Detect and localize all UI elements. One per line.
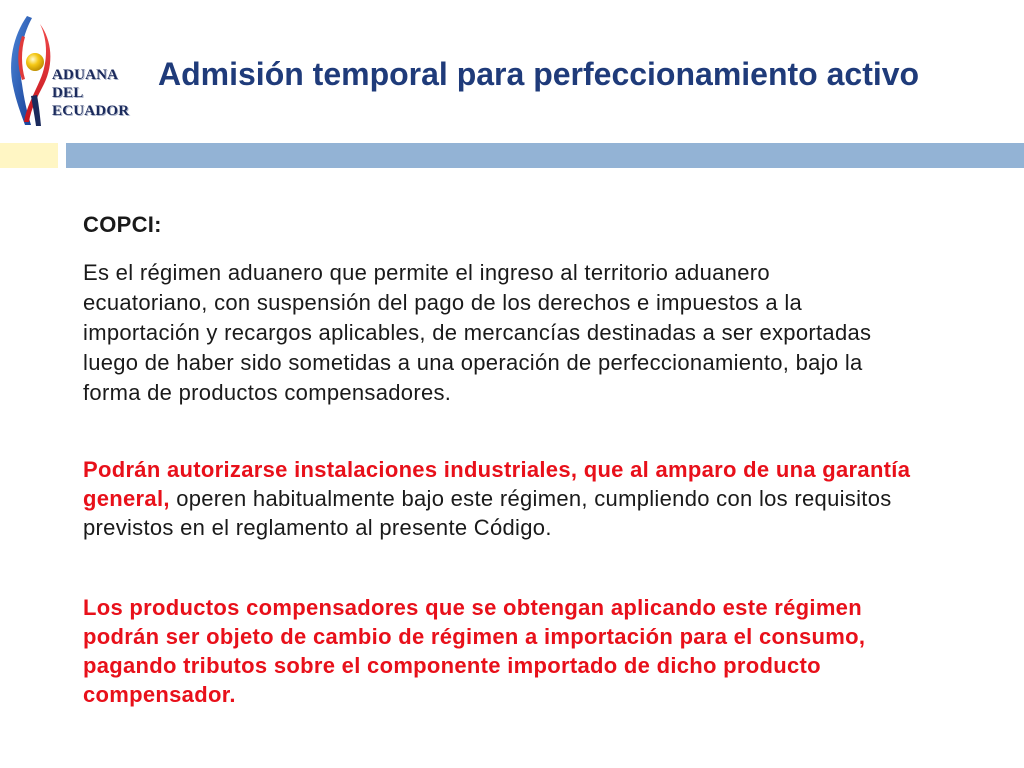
authorization-line bbox=[83, 513, 910, 542]
definition-line: Es el régimen aduanero que permite el ingreso al territorio aduanero bbox=[83, 260, 770, 285]
definition-line: importación y recargos aplicables, de mercancías destinadas a ser exportadas bbox=[83, 320, 872, 345]
compensating-line: compensador. bbox=[83, 682, 236, 707]
authorization-text: operen habitualmente bajo este régimen, cumpliendo con los requisitos bbox=[176, 486, 892, 511]
definition-paragraph bbox=[83, 258, 871, 408]
definition-line: luego de haber sido sometidas a una operación de perfeccionamiento, bajo la bbox=[83, 350, 863, 375]
compensating-line: pagando tributos sobre el componente importado de dicho producto bbox=[83, 653, 821, 678]
definition-line: forma de productos compensadores. bbox=[83, 380, 452, 405]
header-band-accent bbox=[0, 143, 58, 168]
compensating-line: podrán ser objeto de cambio de régimen a importación para el consumo, bbox=[83, 624, 866, 649]
authorization-line bbox=[83, 455, 910, 484]
authorization-paragraph bbox=[83, 455, 910, 542]
authorization-text: previstos en el reglamento al presente Código. bbox=[83, 515, 552, 540]
copci-heading: COPCI: bbox=[83, 212, 162, 237]
logo-line-ecuador: ECUADOR bbox=[52, 103, 130, 119]
logo-wordmark bbox=[52, 66, 129, 120]
header-band bbox=[66, 143, 1024, 168]
compensating-line: Los productos compensadores que se obtengan aplicando este régimen bbox=[83, 595, 862, 620]
logo-line-aduana: ADUANA bbox=[52, 67, 119, 83]
authorization-highlight-text: general, bbox=[83, 486, 170, 511]
authorization-line bbox=[83, 484, 910, 513]
authorization-highlight-text: Podrán autorizarse instalaciones industriales, que al amparo de una garantía bbox=[83, 457, 911, 482]
logo-emblem-icon bbox=[0, 0, 60, 135]
logo-line-del: DEL bbox=[52, 85, 84, 101]
slide-title: Admisión temporal para perfeccionamiento activo bbox=[158, 56, 920, 92]
definition-line: ecuatoriano, con suspensión del pago de los derechos e impuestos a la bbox=[83, 290, 803, 315]
compensating-products-paragraph bbox=[83, 593, 865, 709]
